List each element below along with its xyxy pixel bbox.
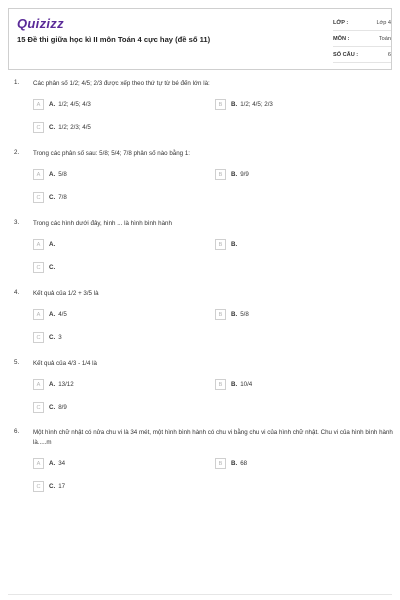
option-label: C. bbox=[49, 483, 56, 490]
meta-row-grade bbox=[333, 15, 391, 31]
option-label: B. bbox=[231, 311, 238, 318]
question-text: Trong các phân số sau: 5/8; 5/4; 7/8 phân số nào bằng 1: bbox=[33, 150, 190, 157]
option-1c[interactable] bbox=[33, 122, 91, 133]
option-label: A. bbox=[49, 381, 56, 388]
option-2b[interactable] bbox=[215, 169, 249, 180]
meta-row-subject bbox=[333, 31, 391, 47]
option-3c[interactable] bbox=[33, 262, 58, 273]
option-label: C. bbox=[49, 264, 56, 271]
question-number: 4. bbox=[14, 289, 20, 296]
option-label: C. bbox=[49, 194, 56, 201]
meta-value: 6 bbox=[387, 51, 391, 58]
option-label: C. bbox=[49, 124, 56, 131]
option-5c[interactable] bbox=[33, 402, 67, 413]
option-4b[interactable] bbox=[215, 309, 249, 320]
option-letter-box: A bbox=[33, 99, 44, 110]
option-letter-box: B bbox=[215, 99, 226, 110]
option-5b[interactable] bbox=[215, 379, 252, 390]
meta-key: MÔN : bbox=[333, 35, 350, 42]
option-label: A. bbox=[49, 101, 56, 108]
option-label: B. bbox=[231, 381, 238, 388]
question-number: 5. bbox=[14, 359, 20, 366]
option-label: B. bbox=[231, 241, 238, 248]
option-1a[interactable] bbox=[33, 99, 91, 110]
question-text: Các phân số 1/2; 4/5; 2/3 được xếp theo thứ tự từ bé đến lớn là: bbox=[33, 80, 210, 87]
option-4a[interactable] bbox=[33, 309, 67, 320]
option-value: 5/8 bbox=[240, 311, 249, 318]
option-value: 13/12 bbox=[58, 381, 74, 388]
option-3a[interactable] bbox=[33, 239, 58, 250]
meta-key: SỐ CÂU : bbox=[333, 51, 359, 58]
option-value: 7/8 bbox=[58, 194, 67, 201]
option-letter-box: C bbox=[33, 481, 44, 492]
page-bottom-divider bbox=[8, 594, 392, 595]
option-letter-box: B bbox=[215, 458, 226, 469]
option-letter-box: B bbox=[215, 239, 226, 250]
option-2a[interactable] bbox=[33, 169, 67, 180]
option-label: A. bbox=[49, 241, 56, 248]
option-value: 9/9 bbox=[240, 171, 249, 178]
option-2c[interactable] bbox=[33, 192, 67, 203]
option-value: 68 bbox=[240, 460, 248, 467]
option-letter-box: C bbox=[33, 192, 44, 203]
option-label: C. bbox=[49, 404, 56, 411]
option-letter-box: C bbox=[33, 332, 44, 343]
option-value: 1/2; 2/3; 4/5 bbox=[58, 124, 91, 131]
option-value: 1/2; 4/5; 2/3 bbox=[240, 101, 273, 108]
option-label: C. bbox=[49, 334, 56, 341]
question-text: Kết quả của 4/3 - 1/4 là bbox=[33, 360, 97, 367]
option-value: 17 bbox=[58, 483, 66, 490]
worksheet-header bbox=[8, 8, 392, 70]
option-value: 8/9 bbox=[58, 404, 67, 411]
question-text: Kết quả của 1/2 + 3/5 là bbox=[33, 290, 99, 297]
meta-value: Lớp 4 bbox=[376, 19, 391, 26]
option-letter-box: B bbox=[215, 169, 226, 180]
option-4c[interactable] bbox=[33, 332, 62, 343]
option-value: 3 bbox=[58, 334, 62, 341]
option-letter-box: C bbox=[33, 262, 44, 273]
option-letter-box: A bbox=[33, 309, 44, 320]
option-value: 5/8 bbox=[58, 171, 67, 178]
option-6c[interactable] bbox=[33, 481, 65, 492]
meta-value: Toán bbox=[378, 35, 391, 42]
option-label: B. bbox=[231, 460, 238, 467]
option-value: 4/5 bbox=[58, 311, 67, 318]
option-6a[interactable] bbox=[33, 458, 65, 469]
question-number: 1. bbox=[14, 79, 20, 86]
question-number: 2. bbox=[14, 149, 20, 156]
option-3b[interactable] bbox=[215, 239, 240, 250]
question-text: Một hình chữ nhật có nửa chu vi là 34 mét, một hình bình hành có chu vi bằng chu vi của hình chữ nhật. Chu vi của hình bình hành là.....m bbox=[33, 429, 393, 446]
option-letter-box: A bbox=[33, 458, 44, 469]
option-label: A. bbox=[49, 311, 56, 318]
option-label: B. bbox=[231, 171, 238, 178]
option-letter-box: A bbox=[33, 169, 44, 180]
option-letter-box: B bbox=[215, 309, 226, 320]
meta-key: LỚP : bbox=[333, 19, 349, 26]
question-text: Trong các hình dưới đây, hình ... là hình bình hành bbox=[33, 220, 172, 227]
option-label: A. bbox=[49, 460, 56, 467]
option-5a[interactable] bbox=[33, 379, 74, 390]
option-6b[interactable] bbox=[215, 458, 247, 469]
worksheet-meta bbox=[333, 15, 391, 63]
option-label: B. bbox=[231, 101, 238, 108]
option-letter-box: B bbox=[215, 379, 226, 390]
option-value: 10/4 bbox=[240, 381, 253, 388]
option-letter-box: A bbox=[33, 239, 44, 250]
option-value: 34 bbox=[58, 460, 66, 467]
question-number: 3. bbox=[14, 219, 20, 226]
option-1b[interactable] bbox=[215, 99, 273, 110]
option-letter-box: C bbox=[33, 402, 44, 413]
quizizz-logo: Quizizz bbox=[17, 16, 64, 31]
option-letter-box: A bbox=[33, 379, 44, 390]
worksheet-title: 15 Đề thi giữa học kì II môn Toán 4 cực hay (đề số 11) bbox=[17, 35, 211, 44]
option-label: A. bbox=[49, 171, 56, 178]
question-number: 6. bbox=[14, 428, 20, 435]
option-letter-box: C bbox=[33, 122, 44, 133]
option-value: 1/2; 4/5; 4/3 bbox=[58, 101, 91, 108]
meta-row-question-count bbox=[333, 47, 391, 63]
